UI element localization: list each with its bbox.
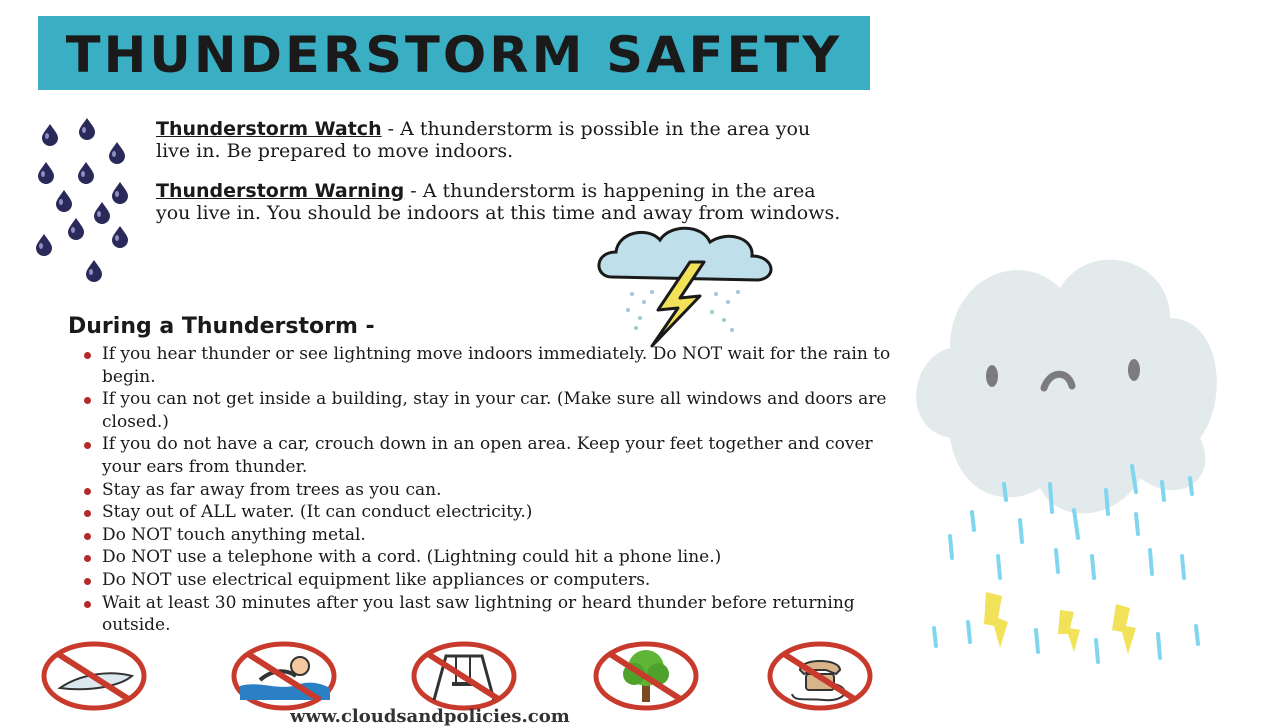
watch-term: Thunderstorm Watch: [156, 118, 382, 140]
raindrops-illustration: [30, 110, 140, 290]
watch-text: - A thunderstorm is possible in the area you live in. Be prepared to move indoors.: [156, 118, 811, 162]
no-surfboard-icon: [40, 640, 148, 712]
list-item: Do NOT touch anything metal.: [82, 524, 902, 547]
list-item: Stay as far away from trees as you can.: [82, 479, 902, 502]
no-swing-set-icon: [410, 640, 518, 712]
raindrop-icon: [56, 190, 72, 212]
no-swimming-icon: [230, 640, 338, 712]
raindrop-icon: [109, 142, 125, 164]
list-item: Wait at least 30 minutes after you last saw lightning or heard thunder before returning outside.: [82, 592, 902, 637]
raindrop-icon: [86, 260, 102, 282]
list-item: Do NOT use a telephone with a cord. (Lightning could hit a phone line.): [82, 546, 902, 569]
warning-definition: [156, 180, 856, 224]
list-item: If you can not get inside a building, stay in your car. (Make sure all windows and doors are closed.): [82, 388, 902, 433]
list-item: Do NOT use electrical equipment like appliances or computers.: [82, 569, 902, 592]
raindrop-icon: [79, 118, 95, 140]
page-title: THUNDERSTORM SAFETY: [65, 26, 843, 84]
no-tree-icon: [592, 640, 700, 712]
list-item: If you hear thunder or see lightning move indoors immediately. Do NOT wait for the rain to begin.: [82, 343, 902, 388]
safety-tips-list: [82, 343, 902, 637]
raindrop-icon: [112, 226, 128, 248]
title-banner: [38, 16, 870, 90]
no-telephone-icon: [766, 640, 874, 712]
storm-cloud-lightning-icon: [592, 222, 782, 352]
raindrop-icon: [68, 218, 84, 240]
raindrop-icon: [36, 234, 52, 256]
raindrop-icon: [42, 124, 58, 146]
raindrop-icon: [38, 162, 54, 184]
warning-term: Thunderstorm Warning: [156, 180, 405, 202]
raindrop-icon: [78, 162, 94, 184]
sad-cloud-icon: [910, 238, 1230, 678]
footer-url: www.cloudsandpolicies.com: [290, 706, 570, 726]
raindrop-icon: [94, 202, 110, 224]
watch-definition: [156, 118, 846, 162]
raindrop-icon: [112, 182, 128, 204]
section-heading: During a Thunderstorm -: [68, 314, 375, 339]
warning-text: - A thunderstorm is happening in the area you live in. You should be indoors at this time and away from windows.: [156, 180, 841, 224]
list-item: If you do not have a car, crouch down in an open area. Keep your feet together and cover your ears from thunder.: [82, 433, 902, 478]
list-item: Stay out of ALL water. (It can conduct electricity.): [82, 501, 902, 524]
